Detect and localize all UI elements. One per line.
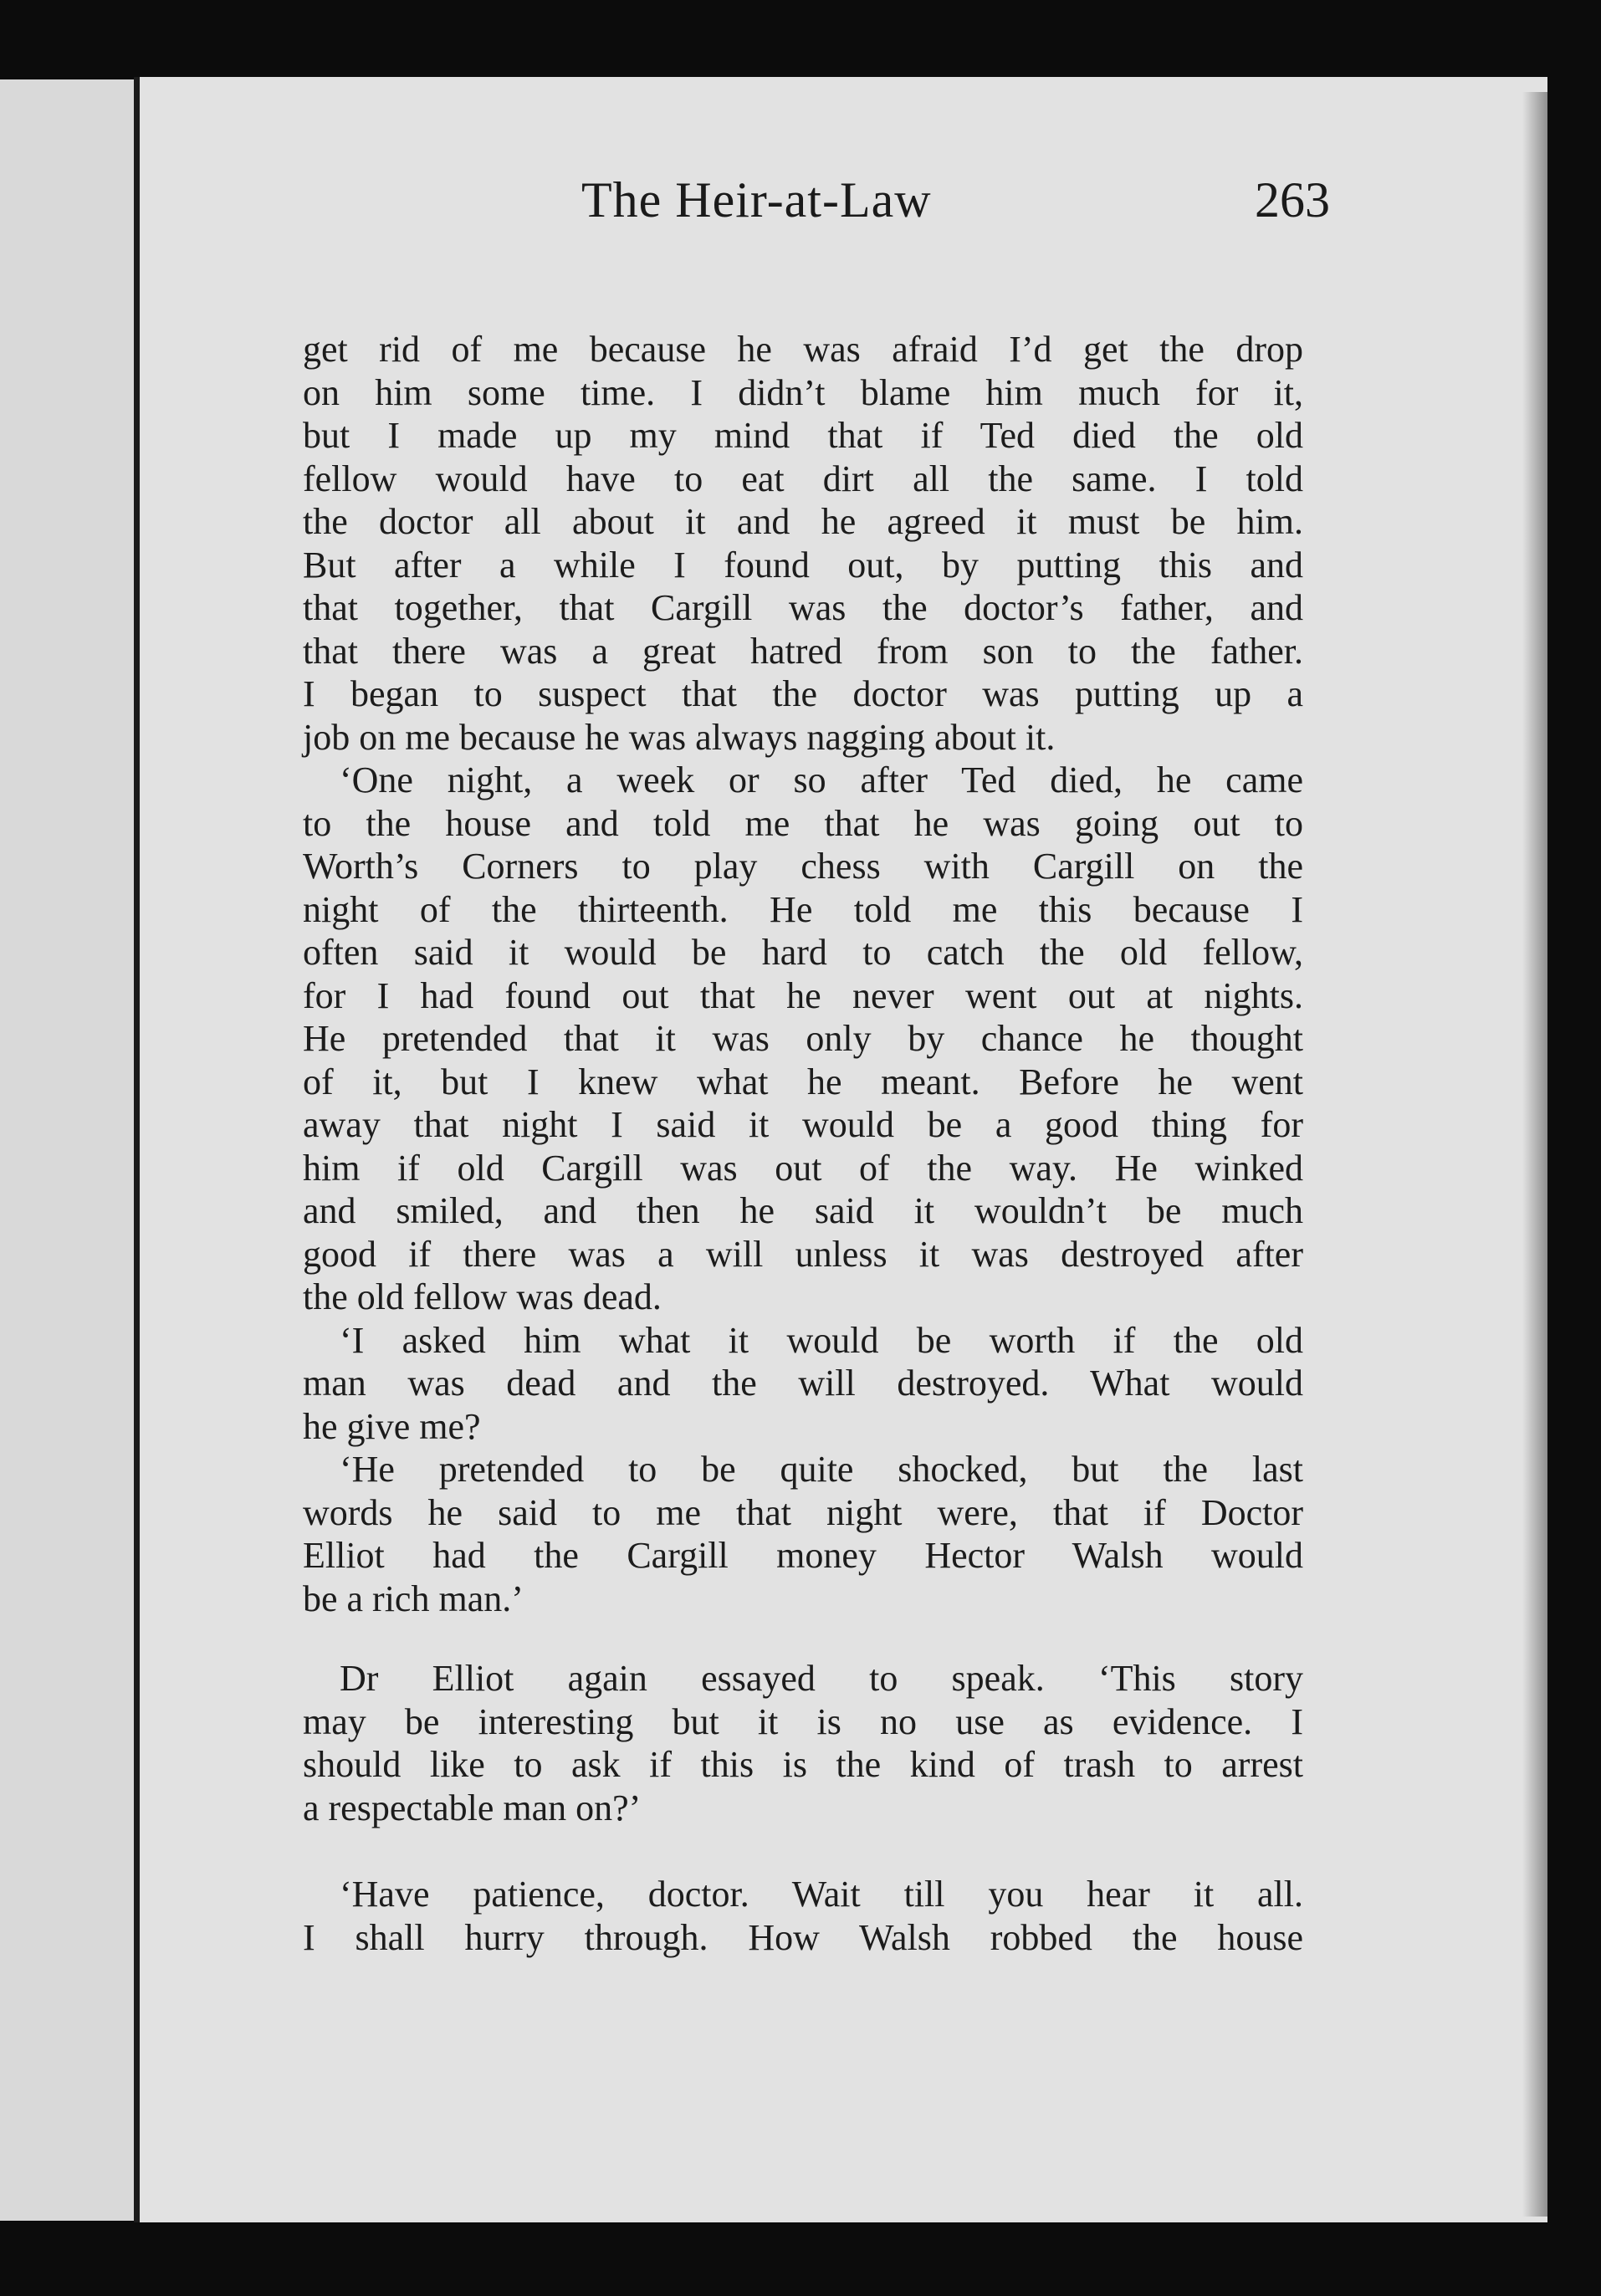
page-edge-shadow [1522, 92, 1547, 2217]
text-line: often said it would be hard to catch the old fellow, [303, 932, 1303, 973]
text-line: Worth’s Corners to play chess with Cargill on the [303, 846, 1303, 887]
paragraph [303, 1448, 1303, 1620]
text-line: ‘Have patience, doctor. Wait till you hear it all. [340, 1874, 1303, 1915]
paragraph [303, 759, 1303, 1319]
facing-page-edge [0, 79, 134, 2221]
text-line: and smiled, and then he said it wouldn’t be much [303, 1190, 1303, 1231]
text-line: should like to ask if this is the kind of trash to arrest [303, 1744, 1303, 1785]
text-line: to the house and told me that he was going out to [303, 802, 1303, 844]
text-line: may be interesting but it is no use as evidence. I [303, 1700, 1303, 1742]
text-line: the doctor all about it and he agreed it must be him. [303, 501, 1303, 542]
text-line: Dr Elliot again essayed to speak. ‘This story [340, 1658, 1303, 1699]
running-head [456, 171, 1330, 247]
text-line: on him some time. I didn’t blame him much for it, [303, 371, 1303, 413]
text-line: ‘One night, a week or so after Ted died, he came [340, 759, 1303, 800]
text-line: ‘I asked him what it would be worth if the old [340, 1319, 1303, 1361]
page-number: 263 [1255, 172, 1330, 228]
text-line: words he said to me that night were, that if Doctor [303, 1491, 1303, 1533]
text-line: ‘He pretended to be quite shocked, but the last [340, 1449, 1303, 1490]
text-line: He pretended that it was only by chance he thought [303, 1018, 1303, 1059]
text-line: of it, but I knew what he meant. Before he went [303, 1061, 1303, 1102]
text-line: Elliot had the Cargill money Hector Walsh would [303, 1535, 1303, 1576]
text-line: fellow would have to eat dirt all the same. I told [303, 458, 1303, 499]
text-line: he give me? [303, 1405, 481, 1447]
text-line: for I had found out that he never went out at nights. [303, 974, 1303, 1016]
text-line: the old fellow was dead. [303, 1276, 662, 1317]
text-line: that together, that Cargill was the doctor’s father, and [303, 587, 1303, 628]
text-line: night of the thirteenth. He told me this because I [303, 888, 1303, 930]
text-line: I shall hurry through. How Walsh robbed the house [303, 1916, 1303, 1958]
text-line: away that night I said it would be a good thing for [303, 1104, 1303, 1145]
running-title: The Heir-at-Law [581, 172, 932, 228]
text-line: good if there was a will unless it was destroyed after [303, 1233, 1303, 1275]
text-line: a respectable man on?’ [303, 1787, 642, 1828]
text-line: that there was a great hatred from son to the father. [303, 630, 1303, 672]
text-line: I began to suspect that the doctor was putting up a [303, 673, 1303, 714]
paragraph [303, 1319, 1303, 1449]
text-line: But after a while I found out, by putting this and [303, 544, 1303, 586]
text-line: him if old Cargill was out of the way. He winked [303, 1147, 1303, 1189]
text-line: be a rich man.’ [303, 1578, 524, 1619]
text-line: man was dead and the will destroyed. What would [303, 1363, 1303, 1404]
paragraph [303, 1657, 1303, 1829]
paragraph [303, 1873, 1303, 1959]
text-line: job on me because he was always nagging about it. [303, 716, 1056, 758]
text-line: get rid of me because he was afraid I’d get the drop [303, 329, 1303, 370]
body-text [303, 328, 1303, 1959]
text-line: but I made up my mind that if Ted died the old [303, 415, 1303, 456]
paragraph [303, 328, 1303, 759]
